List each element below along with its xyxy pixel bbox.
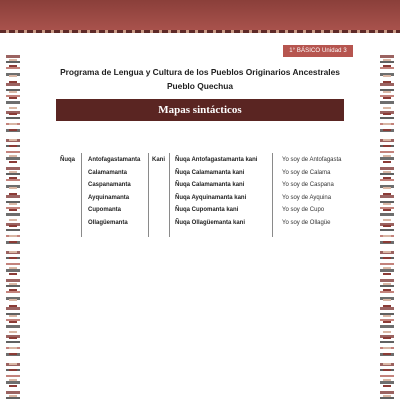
top-decorative-band bbox=[0, 0, 400, 30]
place-cell: Cupomanta bbox=[88, 207, 121, 213]
sentence-cell: Ñuqa Calamamanta kani bbox=[175, 182, 245, 188]
sentence-cell: Ñuqa Cupomanta kani bbox=[175, 207, 239, 213]
sentence-cell: Ñuqa Calamamanta kani bbox=[175, 170, 245, 176]
section-title: Mapas sintácticos bbox=[56, 99, 344, 121]
right-decorative-border bbox=[380, 55, 394, 400]
place-cell: Caspanamanta bbox=[88, 182, 131, 188]
sentence-cell: Ñuqa Ollagüemanta kani bbox=[175, 220, 246, 226]
pueblo-title: Pueblo Quechua bbox=[166, 81, 234, 91]
sentence-cell: Ñuqa Antofagastamanta kani bbox=[175, 157, 258, 163]
syntax-map-table bbox=[56, 153, 352, 237]
translation-cell: Yo soy de Cupo bbox=[282, 207, 325, 213]
verb-cell: Kani bbox=[152, 157, 166, 163]
translation-cell: Yo soy de Caspana bbox=[282, 182, 334, 188]
sentence-cell: Ñuqa Ayquinamanta kani bbox=[175, 195, 247, 201]
translation-cell: Yo soy de Ollagüe bbox=[282, 220, 331, 226]
place-cell: Ollagüemanta bbox=[88, 220, 128, 226]
translation-cell: Yo soy de Antofagasta bbox=[282, 157, 342, 163]
column-divider bbox=[148, 153, 149, 237]
translation-cell: Yo soy de Ayquina bbox=[282, 195, 332, 201]
place-cell: Ayquinamanta bbox=[88, 195, 130, 201]
unit-badge: 1° BÁSICO Unidad 3 bbox=[283, 45, 353, 57]
place-cell: Calamamanta bbox=[88, 170, 128, 176]
translation-cell: Yo soy de Calama bbox=[282, 170, 331, 176]
subject-cell: Ñuqa bbox=[60, 157, 75, 163]
left-decorative-border bbox=[6, 55, 20, 400]
column-divider bbox=[81, 153, 82, 237]
column-divider bbox=[272, 153, 273, 237]
program-title: Programa de Lengua y Cultura de los Pueblos Originarios Ancestrales bbox=[60, 67, 340, 77]
place-cell: Antofagastamanta bbox=[88, 157, 141, 163]
column-divider bbox=[169, 153, 170, 237]
